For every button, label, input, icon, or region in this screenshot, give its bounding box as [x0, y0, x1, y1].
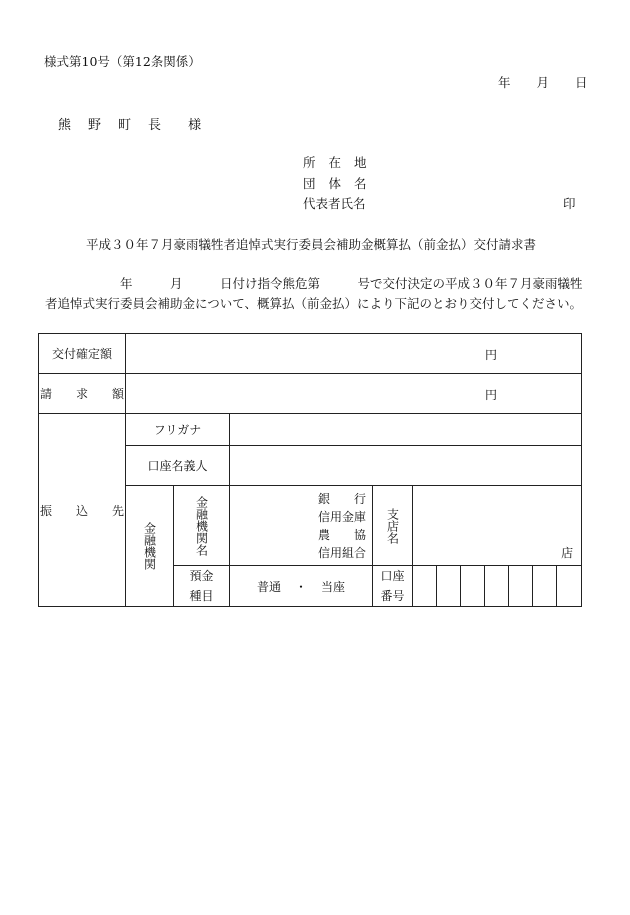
account-number-digit[interactable]	[533, 566, 557, 607]
confirmed-amount-label: 交付確定額	[39, 334, 126, 374]
date-day: 日	[575, 75, 588, 90]
furigana-label: フリガナ	[126, 414, 230, 446]
deposit-type-separator: ・	[294, 579, 307, 594]
deposit-type-label: 預金 種目	[174, 566, 230, 607]
form-number: 様式第10号（第12条関係）	[44, 54, 201, 69]
label-char: 地	[354, 155, 367, 170]
branch-suffix: 店	[561, 546, 574, 560]
date-month: 月	[536, 75, 550, 90]
account-number-digit[interactable]	[461, 566, 485, 607]
recipient-char: 熊	[58, 118, 72, 133]
yen-unit: 円	[485, 348, 498, 362]
account-number-digit[interactable]	[413, 566, 437, 607]
representative-label: 代表者氏名	[303, 196, 366, 211]
request-amount-label: 請 求 額	[39, 374, 126, 414]
account-number-digit[interactable]	[437, 566, 461, 607]
date-line	[498, 73, 588, 91]
deposit-type-ordinary[interactable]: 普通	[256, 579, 281, 594]
recipient-char: 町	[118, 118, 132, 133]
account-number-digit[interactable]	[557, 566, 582, 607]
deposit-type-options[interactable]	[230, 566, 373, 607]
branch-field[interactable]	[413, 486, 582, 566]
recipient-char: 野	[88, 118, 102, 133]
account-number-digit[interactable]	[485, 566, 509, 607]
document-title: 平成３０年７月豪雨犠牲者追悼式実行委員会補助金概算払（前金払）交付請求書	[86, 237, 537, 252]
request-form-table	[38, 333, 582, 607]
label-char: 在	[328, 155, 342, 170]
deposit-type-checking[interactable]: 当座	[321, 579, 346, 594]
yen-unit: 円	[485, 388, 498, 402]
address-label	[303, 153, 367, 171]
institution-type-options[interactable]	[230, 486, 373, 566]
seal-mark: 印	[563, 196, 576, 211]
confirmed-amount-field[interactable]	[126, 334, 582, 374]
label-char: 体	[328, 176, 342, 191]
account-holder-field[interactable]	[230, 446, 582, 486]
institution-name-label: 金融機関名	[174, 486, 230, 566]
request-amount-row	[39, 374, 582, 414]
confirmed-amount-row	[39, 334, 582, 374]
furigana-field[interactable]	[230, 414, 582, 446]
label-char: 団	[303, 176, 316, 191]
institution-type-credit-union[interactable]: 信用金庫	[317, 509, 366, 524]
transfer-destination-label: 振 込 先	[39, 414, 126, 607]
organization-label	[303, 174, 367, 192]
date-year: 年	[498, 75, 511, 90]
recipient-honorific: 様	[188, 118, 202, 133]
institution-type-bank[interactable]: 銀 行	[317, 491, 366, 506]
label-char: 所	[303, 155, 316, 170]
institution-outer-label: 金融機関	[126, 486, 174, 607]
institution-type-credit-coop[interactable]: 信用組合	[317, 545, 366, 560]
account-holder-label: 口座名義人	[126, 446, 230, 486]
branch-label: 支店名	[373, 486, 413, 566]
label-char: 名	[354, 176, 367, 191]
body-text-line-1: 年 月 日付け指令熊危第 号で交付決定の平成３０年７月豪雨犠牲	[120, 276, 583, 291]
recipient	[58, 114, 201, 133]
request-amount-field[interactable]	[126, 374, 582, 414]
body-text-line-2: 者追悼式実行委員会補助金について、概算払（前金払）により下記のとおり交付してください。	[45, 296, 583, 311]
recipient-char: 長	[148, 118, 162, 133]
institution-type-agri-coop[interactable]: 農 協	[317, 527, 366, 542]
account-number-label: 口座 番号	[373, 566, 413, 607]
account-number-digit[interactable]	[509, 566, 533, 607]
